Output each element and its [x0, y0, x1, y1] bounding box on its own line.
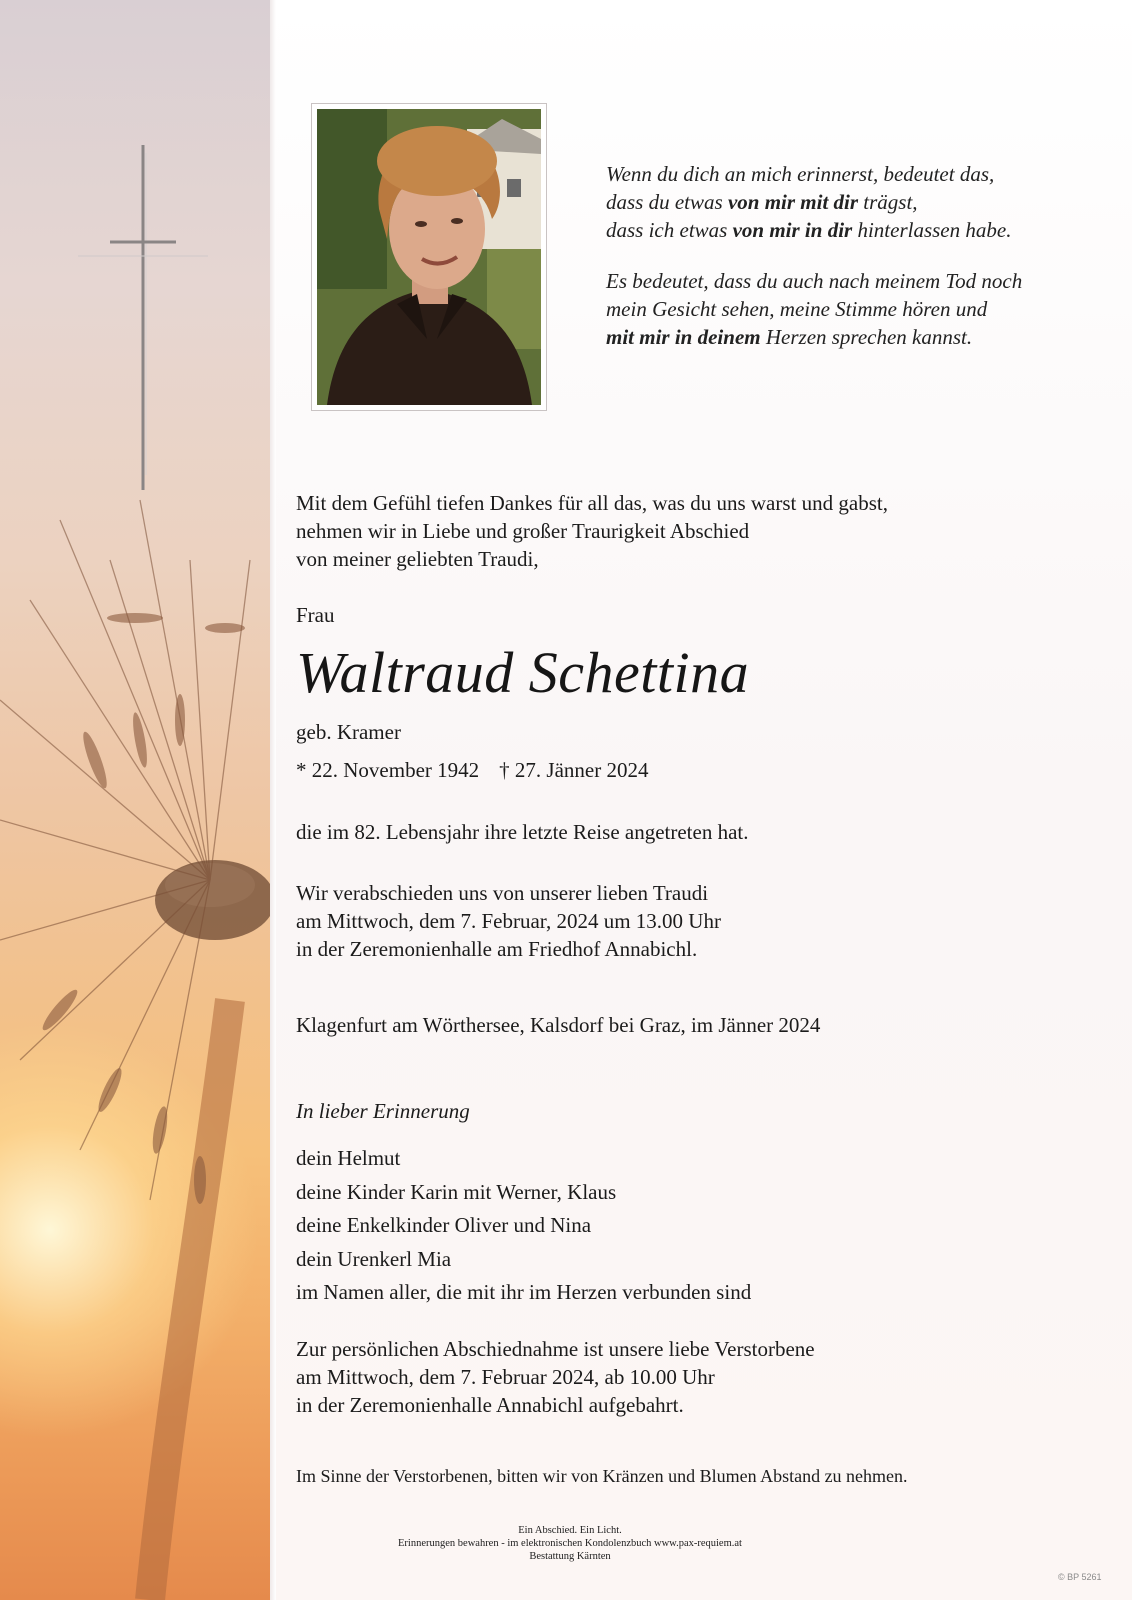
template-code: © BP 5261 — [1058, 1572, 1102, 1582]
poem-line: Wenn du dich an mich erinnerst, bedeutet das, — [606, 162, 995, 186]
poem-line: Es bedeutet, dass du auch nach meinem Tod noch — [606, 269, 1023, 293]
mourner: im Namen aller, die mit ihr im Herzen verbunden sind — [296, 1280, 752, 1304]
life-dates — [296, 758, 1096, 783]
deceased-name: Waltraud Schettina — [296, 640, 750, 705]
birth-date: * 22. November 1942 — [296, 758, 480, 782]
intro-line: nehmen wir in Liebe und großer Traurigkeit Abschied — [296, 519, 750, 543]
mourner: deine Kinder Karin mit Werner, Klaus — [296, 1179, 617, 1204]
decorative-sunset-panel — [0, 0, 270, 1600]
service-info — [296, 879, 1096, 963]
place-date: Klagenfurt am Wörthersee, Kalsdorf bei Graz, im Jänner 2024 — [296, 1013, 821, 1037]
footer — [300, 1524, 840, 1563]
footer-line: Erinnerungen bewahren - im elektronischen Kondolenzbuch www.pax-requiem.at — [398, 1538, 742, 1549]
viewing-line: in der Zeremonienhalle Annabichl aufgebahrt. — [296, 1393, 684, 1417]
mourner: deine Enkelkinder Oliver und Nina — [296, 1213, 592, 1237]
poem-line: mit mir in deinem Herzen sprechen kannst. — [606, 325, 973, 349]
viewing-line: Zur persönlichen Abschiednahme ist unsere liebe Verstorbene — [296, 1337, 815, 1361]
death-date: † 27. Jänner 2024 — [499, 758, 649, 782]
mourners-list — [296, 1142, 1096, 1310]
intro-text — [296, 489, 1096, 573]
service-line: in der Zeremonienhalle am Friedhof Annabichl. — [296, 937, 698, 961]
poem-stanza-1 — [606, 160, 1106, 244]
poem-line: mein Gesicht sehen, meine Stimme hören und — [606, 297, 988, 321]
birth-name: geb. Kramer — [296, 720, 401, 744]
journey-text: die im 82. Lebensjahr ihre letzte Reise angetreten hat. — [296, 820, 749, 844]
mourner: dein Urenkerl Mia — [296, 1246, 452, 1271]
service-line: am Mittwoch, dem 7. Februar, 2024 um 13.00 Uhr — [296, 909, 721, 933]
poem-line: dass ich etwas von mir in dir hinterlassen habe. — [606, 218, 1012, 242]
poem — [606, 160, 1106, 374]
footer-line: Ein Abschied. Ein Licht. — [518, 1525, 622, 1536]
portrait-frame — [311, 103, 547, 411]
flower-request: Im Sinne der Verstorbenen, bitten wir von Kränzen und Blumen Abstand zu nehmen. — [296, 1466, 908, 1486]
poem-stanza-2 — [606, 267, 1106, 351]
footer-line: Bestattung Kärnten — [529, 1551, 611, 1562]
mourner: dein Helmut — [296, 1146, 401, 1170]
salutation: Frau — [296, 603, 335, 627]
viewing-info — [296, 1335, 1096, 1419]
cross-icon — [76, 145, 210, 495]
poem-line: dass du etwas von mir mit dir trägst, — [606, 190, 918, 214]
intro-line: Mit dem Gefühl tiefen Dankes für all das, was du uns warst und gabst, — [296, 491, 888, 515]
memory-heading: In lieber Erinnerung — [296, 1099, 470, 1123]
viewing-line: am Mittwoch, dem 7. Februar 2024, ab 10.00 Uhr — [296, 1365, 715, 1389]
portrait-photo — [317, 109, 541, 405]
intro-line: von meiner geliebten Traudi, — [296, 547, 539, 571]
service-line: Wir verabschieden uns von unserer lieben Traudi — [296, 881, 709, 905]
